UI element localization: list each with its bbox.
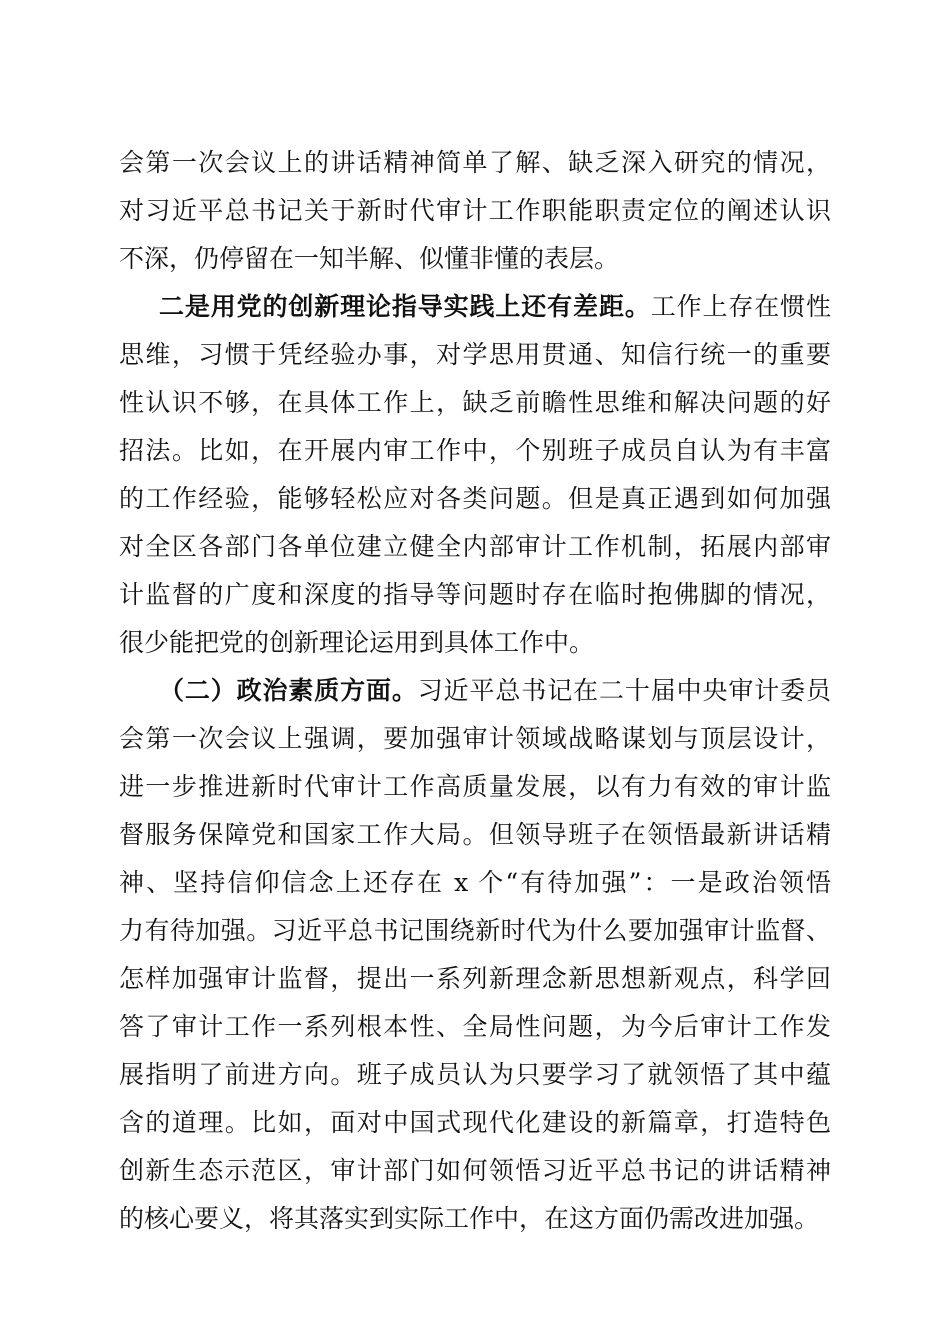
paragraph-text: 工作上存在惯性 bbox=[650, 292, 831, 321]
paragraph-line: 对全区各部门各单位建立健全内部审计工作机制，拓展内部审 bbox=[119, 532, 831, 561]
paragraph-line: 性认识不够，在具体工作上，缺乏前瞻性思维和解决问题的好 bbox=[119, 388, 831, 417]
paragraph-line: 对习近平总书记关于新时代审计工作职能职责定位的阐述认识 bbox=[119, 196, 831, 225]
paragraph-line: 招法。比如，在开展内审工作中，个别班子成员自认为有丰富 bbox=[119, 436, 831, 465]
paragraph-line: 很少能把党的创新理论运用到具体工作中。 bbox=[119, 628, 595, 657]
paragraph-line: 展指明了前进方向。班子成员认为只要学习了就领悟了其中蕴 bbox=[119, 1060, 831, 1089]
paragraph-line: 怎样加强审计监督，提出一系列新理念新思想新观点，科学回 bbox=[119, 964, 831, 993]
paragraph-line: 进一步推进新时代审计工作高质量发展，以有力有效的审计监 bbox=[119, 772, 831, 801]
paragraph-text: 习近平总书记在二十届中央审计委员 bbox=[417, 676, 831, 705]
paragraph-heading: 二是用党的创新理论指导实践上还有差距。 bbox=[159, 292, 651, 321]
paragraph-line: 创新生态示范区，审计部门如何领悟习近平总书记的讲话精神 bbox=[119, 1156, 831, 1185]
paragraph-first-line bbox=[119, 667, 831, 715]
paragraph-line: 不深，仍停留在一知半解、似懂非懂的表层。 bbox=[119, 244, 620, 273]
document-body bbox=[119, 139, 831, 1243]
paragraph-line: 会第一次会议上的讲话精神简单了解、缺乏深入研究的情况， bbox=[119, 148, 831, 177]
paragraph-line: 含的道理。比如，面对中国式现代化建设的新篇章，打造特色 bbox=[119, 1108, 831, 1137]
paragraph-line: 的核心要义，将其落实到实际工作中，在这方面仍需改进加强。 bbox=[119, 1204, 820, 1233]
paragraph-line: 会第一次会议上强调，要加强审计领域战略谋划与顶层设计， bbox=[119, 724, 831, 753]
paragraph-line: 的工作经验，能够轻松应对各类问题。但是真正遇到如何加强 bbox=[119, 484, 831, 513]
paragraph-line: 督服务保障党和国家工作大局。但领导班子在领悟最新讲话精 bbox=[119, 820, 831, 849]
paragraph-line: 计监督的广度和深度的指导等问题时存在临时抱佛脚的情况， bbox=[119, 580, 831, 609]
paragraph-first-line bbox=[119, 283, 831, 331]
paragraph-line: 神、坚持信仰信念上还存在 x 个“有待加强”：一是政治领悟 bbox=[119, 868, 831, 897]
paragraph-line: 思维，习惯于凭经验办事，对学思用贯通、知信行统一的重要 bbox=[119, 340, 831, 369]
paragraph-line: 力有待加强。习近平总书记围绕新时代为什么要加强审计监督、 bbox=[119, 916, 831, 945]
paragraph-line: 答了审计工作一系列根本性、全局性问题，为今后审计工作发 bbox=[119, 1012, 831, 1041]
section-heading: （二）政治素质方面。 bbox=[159, 676, 418, 705]
